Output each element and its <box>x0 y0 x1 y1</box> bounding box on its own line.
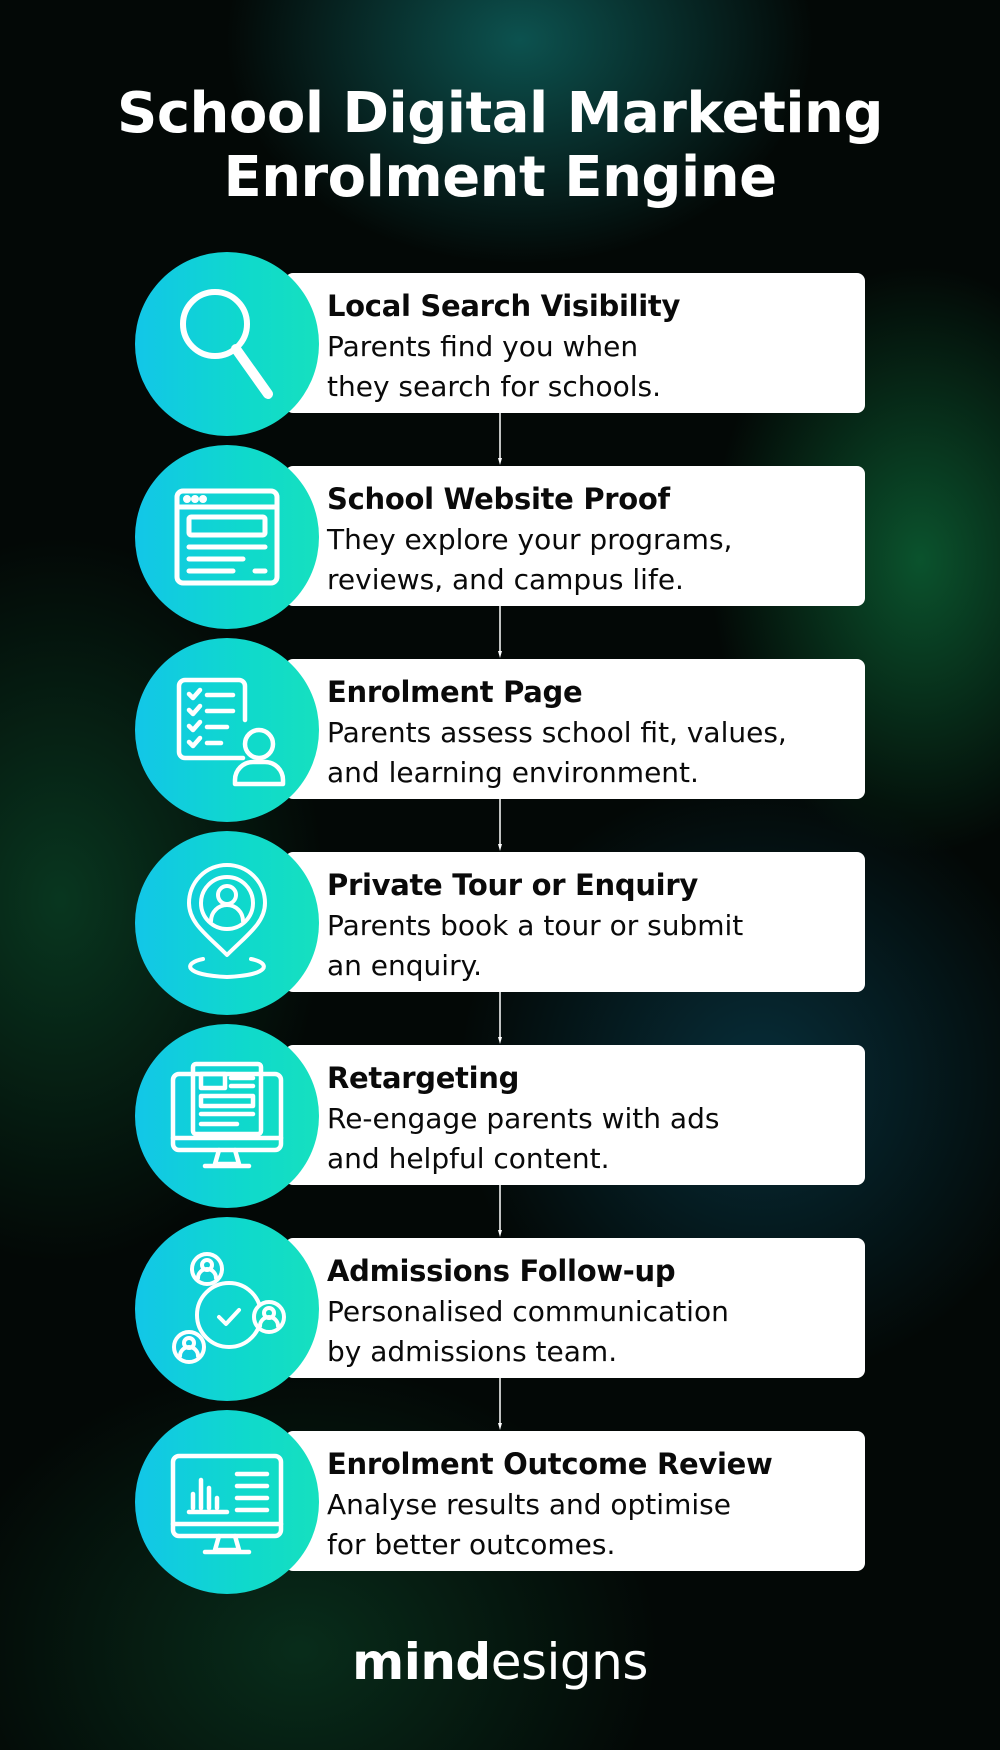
step-title: Enrolment Outcome Review <box>327 1447 773 1481</box>
step-card <box>285 659 865 799</box>
step-icon-circle <box>135 445 319 629</box>
step-description: Personalised communication by admissions team. <box>327 1295 729 1368</box>
team-network-icon <box>163 1245 291 1373</box>
title-line-1: School Digital Marketing <box>116 81 883 146</box>
step-title: Private Tour or Enquiry <box>327 868 698 902</box>
step-retargeting <box>135 1024 865 1208</box>
step-icon-circle <box>135 1217 319 1401</box>
step-description: They explore your programs, reviews, and campus life. <box>327 523 733 596</box>
step-title: Admissions Follow-up <box>327 1254 676 1288</box>
step-title: Local Search Visibility <box>327 289 681 323</box>
step-description: Re-engage parents with ads and helpful content. <box>327 1102 720 1175</box>
brand-logo <box>0 1632 1000 1692</box>
step-card <box>285 273 865 413</box>
step-admissions-follow-up <box>135 1217 865 1401</box>
analytics-monitor-icon <box>163 1438 291 1566</box>
step-icon-circle <box>135 1410 319 1594</box>
step-private-tour-or-enquiry <box>135 831 865 1015</box>
step-school-website-proof <box>135 445 865 629</box>
step-card <box>285 1045 865 1185</box>
step-local-search-visibility <box>135 252 865 436</box>
monitor-content-icon <box>163 1052 291 1180</box>
magnifier-icon <box>163 280 291 408</box>
step-description: Parents find you when they search for schools. <box>327 330 661 403</box>
title-line-2: Enrolment Engine <box>223 145 777 210</box>
step-title: Retargeting <box>327 1061 520 1095</box>
step-card <box>285 852 865 992</box>
step-description: Parents assess school fit, values, and learning environment. <box>327 716 787 789</box>
step-card <box>285 1431 865 1571</box>
step-title: School Website Proof <box>327 482 670 516</box>
step-description: Parents book a tour or submit an enquiry. <box>327 909 744 982</box>
step-icon-circle <box>135 1024 319 1208</box>
location-person-icon <box>163 859 291 987</box>
page-title <box>0 82 1000 210</box>
logo-part-mind: mind <box>352 1633 491 1691</box>
step-icon-circle <box>135 252 319 436</box>
step-enrolment-outcome-review <box>135 1410 865 1594</box>
checklist-person-icon <box>163 666 291 794</box>
step-icon-circle <box>135 831 319 1015</box>
step-enrolment-page <box>135 638 865 822</box>
step-description: Analyse results and optimise for better outcomes. <box>327 1488 731 1561</box>
step-card <box>285 1238 865 1378</box>
step-card <box>285 466 865 606</box>
step-icon-circle <box>135 638 319 822</box>
step-title: Enrolment Page <box>327 675 583 709</box>
logo-part-esigns: esigns <box>490 1633 648 1691</box>
browser-window-icon <box>163 473 291 601</box>
